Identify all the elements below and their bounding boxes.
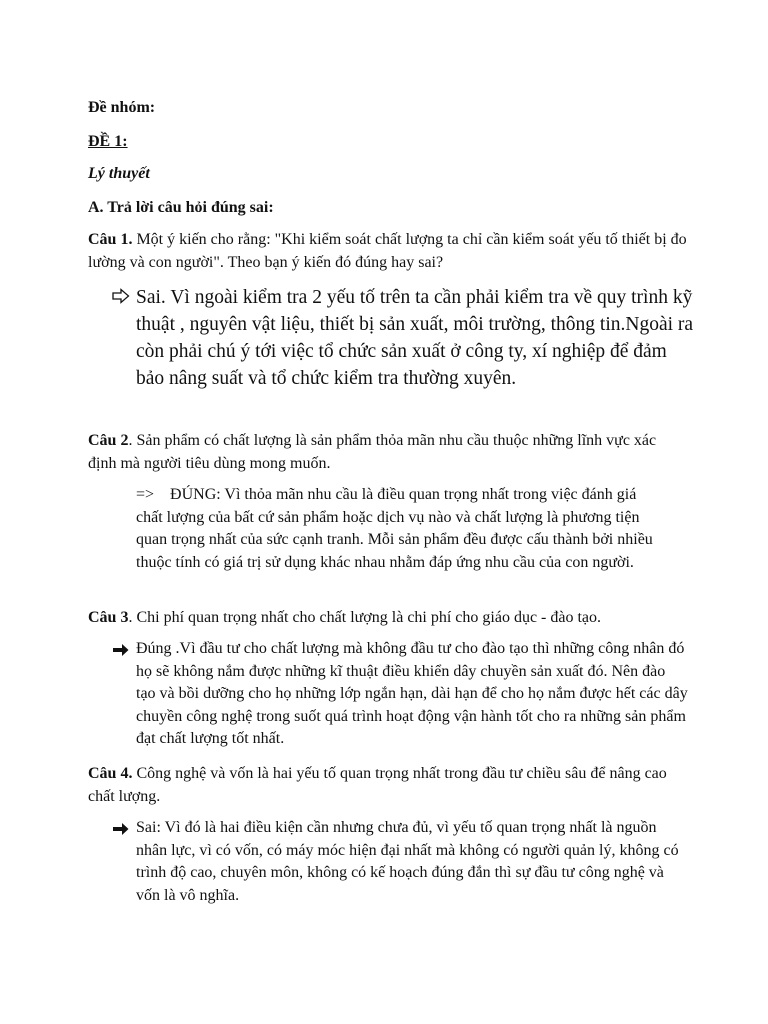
question-4 [88, 763, 688, 808]
theory-heading: Lý thuyết [88, 165, 150, 182]
answer-2-marker: => [136, 486, 155, 503]
question-2-text: . Sản phẩm có chất lượng là sản phẩm thỏa mãn nhu cầu thuộc những lĩnh vực xác định mà người tiêu dùng mong muốn. [88, 432, 657, 472]
question-3-label: Câu 3 [88, 609, 129, 626]
exam-heading: ĐỀ 1: [88, 133, 128, 150]
bold-right-arrow-icon [112, 821, 130, 842]
question-2 [88, 430, 688, 475]
question-1 [88, 229, 688, 274]
question-3 [88, 607, 688, 630]
answer-2-text: ĐÚNG: Vì thỏa mãn nhu cầu là điều quan trọng nhất trong việc đánh giá chất lượng của bất cứ sản phẩm hoặc dịch vụ nào và chất lượng là phương tiện quan trọng nhất của sức cạnh tranh. Mỗi sản phẩm đều được cấu thành bởi nhiều thuộc tính có giá trị sử dụng khác nhau nhằm đáp ứng nhu cầu của con người. [136, 486, 653, 571]
question-1-label: Câu 1. [88, 231, 133, 248]
answer-4: Sai: Vì đó là hai điều kiện cần nhưng chưa đủ, vì yếu tố quan trọng nhất là nguồn nhân lực, vì có vốn, có máy móc hiện đại nhất mà không có người quản lý, không có trình độ cao, chuyên môn, không có kế hoạch đúng đắn thì sự đầu tư công nghệ và vốn là vô nghĩa. [136, 819, 679, 904]
answer-2 [136, 484, 666, 574]
question-4-label: Câu 4. [88, 765, 133, 782]
answer-1: Sai. Vì ngoài kiểm tra 2 yếu tố trên ta cần phải kiểm tra về quy trình kỹ thuật , nguyên vật liệu, thiết bị sản xuất, môi trường, thông tin.Ngoài ra còn phải chú ý tới việc tổ chức sản xuất ở công ty, xí nghiệp để đảm bảo nâng suất và tổ chức kiểm tra thường xuyên. [136, 287, 694, 389]
question-1-text: Một ý kiến cho rằng: "Khi kiểm soát chất lượng ta chỉ cần kiểm soát yếu tố thiết bị đo lường và con người". Theo bạn ý kiến đó đúng hay sai? [88, 231, 687, 271]
group-heading: Đề nhóm: [88, 99, 156, 116]
question-2-label: Câu 2 [88, 432, 129, 449]
bold-right-arrow-icon [112, 642, 130, 663]
section-a-heading: A. Trả lời câu hỏi đúng sai: [88, 199, 274, 216]
outline-right-arrow-icon [112, 288, 130, 309]
answer-3: Đúng .Vì đầu tư cho chất lượng mà không đầu tư cho đào tạo thì những công nhân đó họ sẽ không nắm được những kĩ thuật điều khiển dây chuyền sản xuất đó. Nên đào tạo và bồi dưỡng cho họ những lớp ngắn hạn, dài hạn để cho họ nắm được hết các dây chuyền công nghệ trong suốt quá trình hoạt động vận hành tốt cho ra những sản phẩm đạt chất lượng tốt nhất. [136, 640, 688, 747]
question-4-text: Công nghệ và vốn là hai yếu tố quan trọng nhất trong đầu tư chiều sâu để nâng cao chất lượng. [88, 765, 667, 805]
question-3-text: . Chi phí quan trọng nhất cho chất lượng là chi phí cho giáo dục - đào tạo. [128, 609, 602, 626]
